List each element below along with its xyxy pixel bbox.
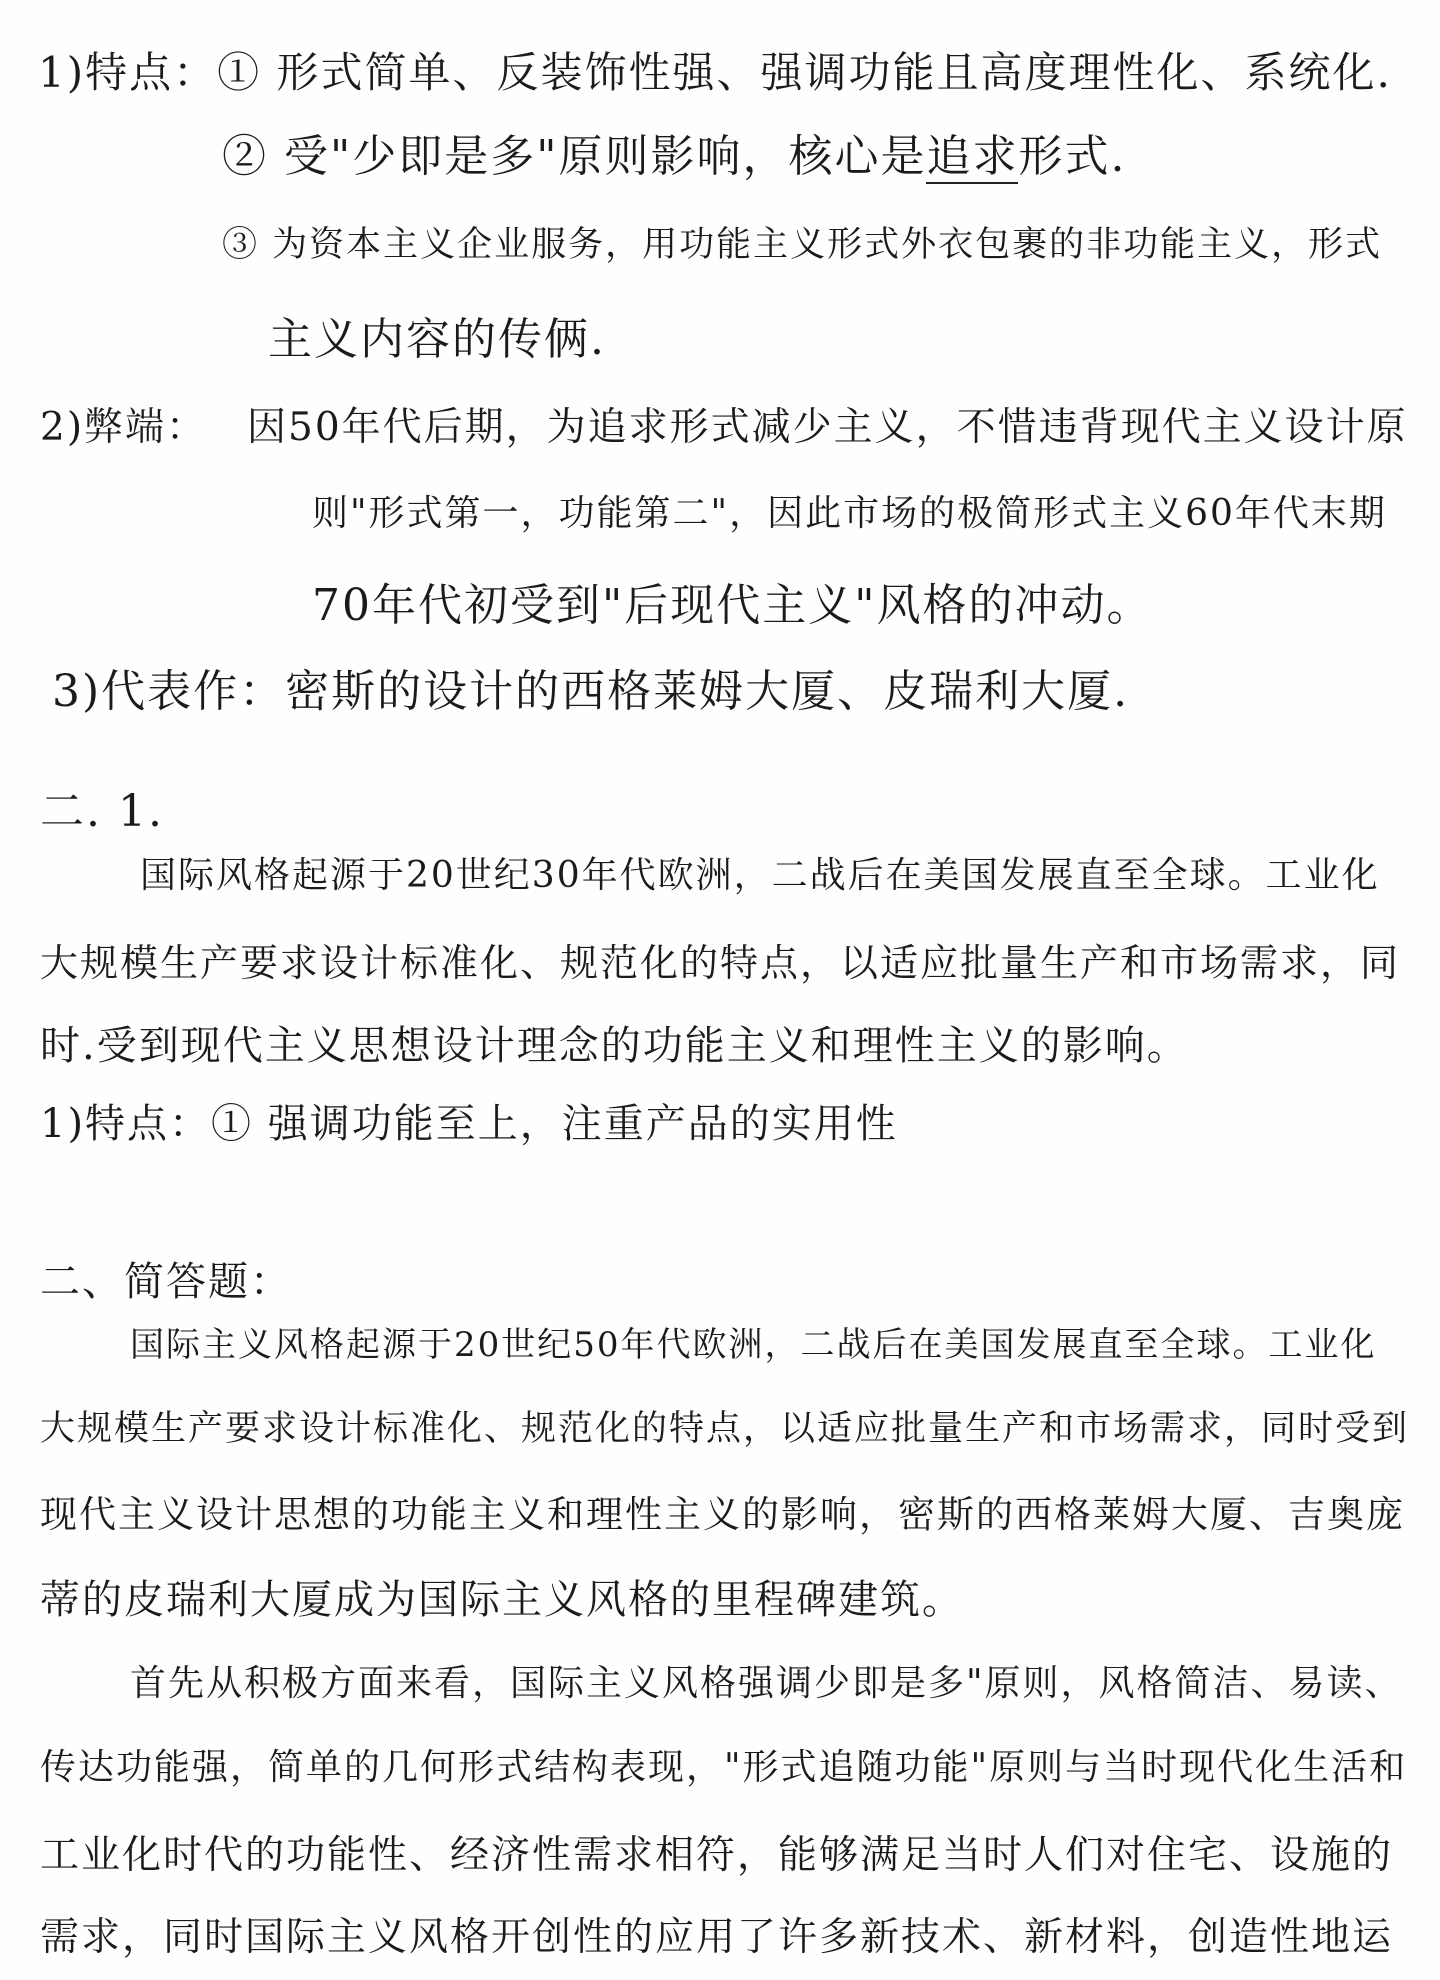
section2-para-line2: 大规模生产要求设计标准化、规范化的特点，以适应批量生产和市场需求，同 bbox=[40, 941, 1401, 985]
point2-text1: 因50年代后期，为追求形式减少主义，不惜违背现代主义设计原 bbox=[247, 405, 1408, 450]
point1-b-pre: ② 受"少即是多"原则影响，核心是 bbox=[222, 131, 927, 182]
point1-b-line bbox=[222, 131, 1127, 182]
point1-c-line2: 主义内容的传俩. bbox=[268, 314, 606, 365]
section3-para1-line1: 国际主义风格起源于20世纪50年代欧洲，二战后在美国发展直至全球。工业化 bbox=[130, 1325, 1377, 1365]
point1-line bbox=[38, 48, 1392, 97]
section3-para1-line4: 蒂的皮瑞利大厦成为国际主义风格的里程碑建筑。 bbox=[40, 1577, 964, 1623]
section3-para1-line2: 大规模生产要求设计标准化、规范化的特点，以适应批量生产和市场需求，同时受到 bbox=[40, 1409, 1410, 1449]
section2-para-line3: 时.受到现代主义思想设计理念的功能主义和理性主义的影响。 bbox=[40, 1023, 1189, 1069]
section3-para1-line3: 现代主义设计思想的功能主义和理性主义的影响，密斯的西格莱姆大厦、吉奥庞 bbox=[40, 1493, 1405, 1536]
section3-para2-line1: 首先从积极方面来看，国际主义风格强调少即是多"原则，风格简洁、易读、 bbox=[130, 1663, 1403, 1704]
section3-para2-line4: 需求，同时国际主义风格开创性的应用了许多新技术、新材料，创造性地运 bbox=[40, 1915, 1394, 1960]
section2-point1: 1)特点：① 强调功能至上，注重产品的实用性 bbox=[40, 1101, 898, 1147]
section3-para2-line3: 工业化时代的功能性、经济性需求相符，能够满足当时人们对住宅、设施的 bbox=[40, 1833, 1394, 1878]
section3-para2-line2: 传达功能强，简单的几何形式结构表现，"形式追随功能"原则与当时现代化生活和 bbox=[40, 1747, 1408, 1788]
point1-b-underlined: 追求 bbox=[926, 131, 1019, 182]
point1-c-line1: ③ 为资本主义企业服务，用功能主义形式外衣包裹的非功能主义，形式 bbox=[222, 225, 1383, 265]
section3-heading: 二、简答题： bbox=[40, 1259, 292, 1305]
point2-line1 bbox=[40, 405, 1408, 450]
section2-para-line1: 国际风格起源于20世纪30年代欧洲，二战后在美国发展直至全球。工业化 bbox=[140, 855, 1380, 896]
point1-a: ① 形式简单、反装饰性强、强调功能且高度理性化、系统化. bbox=[217, 48, 1392, 97]
point2-line3: 70年代初受到"后现代主义"风格的冲动。 bbox=[312, 580, 1153, 631]
point1-title: 1)特点： bbox=[38, 48, 218, 97]
point2-title: 2)弊端： bbox=[40, 405, 208, 450]
point3-line: 3)代表作：密斯的设计的西格莱姆大厦、皮瑞利大厦. bbox=[52, 666, 1130, 717]
section2-heading: 二. 1. bbox=[40, 786, 164, 837]
point2-line2: 则"形式第一，功能第二"，因此市场的极简形式主义60年代末期 bbox=[312, 493, 1387, 534]
point1-b-post: 形式. bbox=[1018, 131, 1127, 182]
